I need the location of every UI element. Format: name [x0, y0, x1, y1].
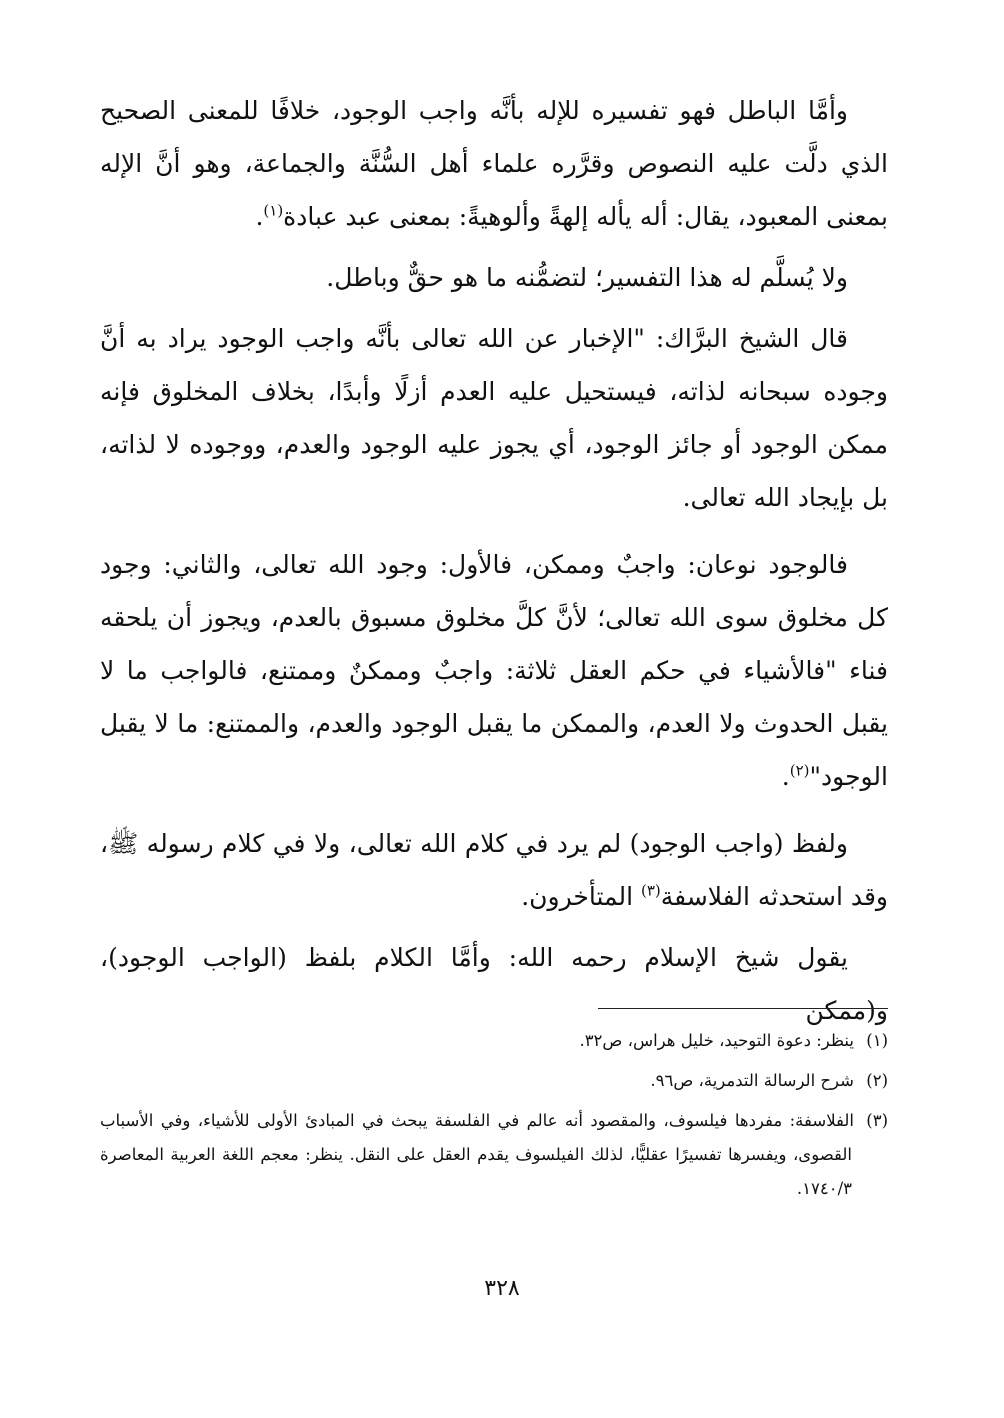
- paragraph-1: [100, 84, 888, 243]
- paragraph-6: [100, 931, 888, 1037]
- paragraph-3: [100, 312, 888, 524]
- footnote-text: شرح الرسالة التدمرية، ص٩٦.: [650, 1071, 854, 1090]
- footnote-number: (٣): [866, 1111, 888, 1130]
- paragraph-tail: .: [781, 762, 790, 791]
- footnote-text: ينظر: دعوة التوحيد، خليل هراس، ص٣٢.: [579, 1031, 854, 1050]
- footnotes-section: [100, 1024, 888, 1212]
- paragraph-5: [100, 817, 888, 923]
- footnote-reference: (٢): [789, 761, 810, 780]
- footnote-number: (٢): [866, 1071, 888, 1090]
- paragraph-tail: المتأخرون.: [521, 882, 641, 911]
- paragraph-text: وأمَّا الباطل فهو تفسيره للإله بأنَّه واجب الوجود، خلافًا للمعنى الصحيح الذي دلَّت عليه النصوص وقرَّره علماء أهل السُّنَّة والجماعة، وهو أنَّ الإله بمعنى المعبود، يقال: أله يأله إلهةً وألوهيةً: بمعنى عبد عبادة: [100, 96, 888, 231]
- paragraph-text: يقول شيخ الإسلام رحمه الله: وأمَّا الكلام بلفظ (الواجب الوجود)، و(ممكن: [100, 943, 888, 1025]
- footnote-reference: (١): [263, 201, 284, 220]
- footnote-reference: (٣): [640, 881, 661, 900]
- main-text: [100, 84, 888, 1037]
- footnote-1: [100, 1024, 888, 1058]
- paragraph-text: فالوجود نوعان: واجبٌ وممكن، فالأول: وجود الله تعالى، والثاني: وجود كل مخلوق سوى الله تعالى؛ لأنَّ كلَّ مخلوق مسبوق بالعدم، ويجوز أن يلحقه فناء "فالأشياء في حكم العقل ثلاثة: واجبٌ وممكنٌ وممتنع، فالواجب ما لا يقبل الحدوث ولا العدم، والممكن ما يقبل الوجود والعدم، والممتنع: ما لا يقبل الوجود": [100, 550, 888, 791]
- footnote-text: الفلاسفة: مفردها فيلسوف، والمقصود أنه عالم في الفلسفة يبحث في المبادئ الأولى للأشياء، وفي الأسباب القصوى، ويفسرها تفسيرًا عقليًّا، لذلك الفيلسوف يقدم العقل على النقل. ينظر: معجم اللغة العربية المعاصرة ١٧٤٠/٣.: [100, 1111, 854, 1198]
- paragraph-4: [100, 538, 888, 803]
- paragraph-text: ولفظ (واجب الوجود) لم يرد في كلام الله تعالى، ولا في كلام رسوله ﷺ، وقد استحدثه الفلاسفة: [100, 829, 888, 911]
- paragraph-2: [100, 251, 888, 304]
- footnote-separator: [598, 1008, 888, 1009]
- paragraph-tail: .: [255, 202, 264, 231]
- footnote-3: [100, 1104, 888, 1206]
- footnote-number: (١): [866, 1031, 888, 1050]
- footnote-2: [100, 1064, 888, 1098]
- paragraph-text: قال الشيخ البرَّاك: "الإخبار عن الله تعالى بأنَّه واجب الوجود يراد به أنَّ وجوده سبحانه لذاته، فيستحيل عليه العدم أزلًا وأبدًا، بخلاف المخلوق فإنه ممكن الوجود أو جائز الوجود، أي يجوز عليه الوجود والعدم، ووجوده لا لذاته، بل بإيجاد الله تعالى.: [100, 324, 888, 512]
- paragraph-text: ولا يُسلَّم له هذا التفسير؛ لتضمُّنه ما هو حقٌّ وباطل.: [326, 263, 848, 292]
- page-number: ٣٢٨: [484, 1276, 520, 1301]
